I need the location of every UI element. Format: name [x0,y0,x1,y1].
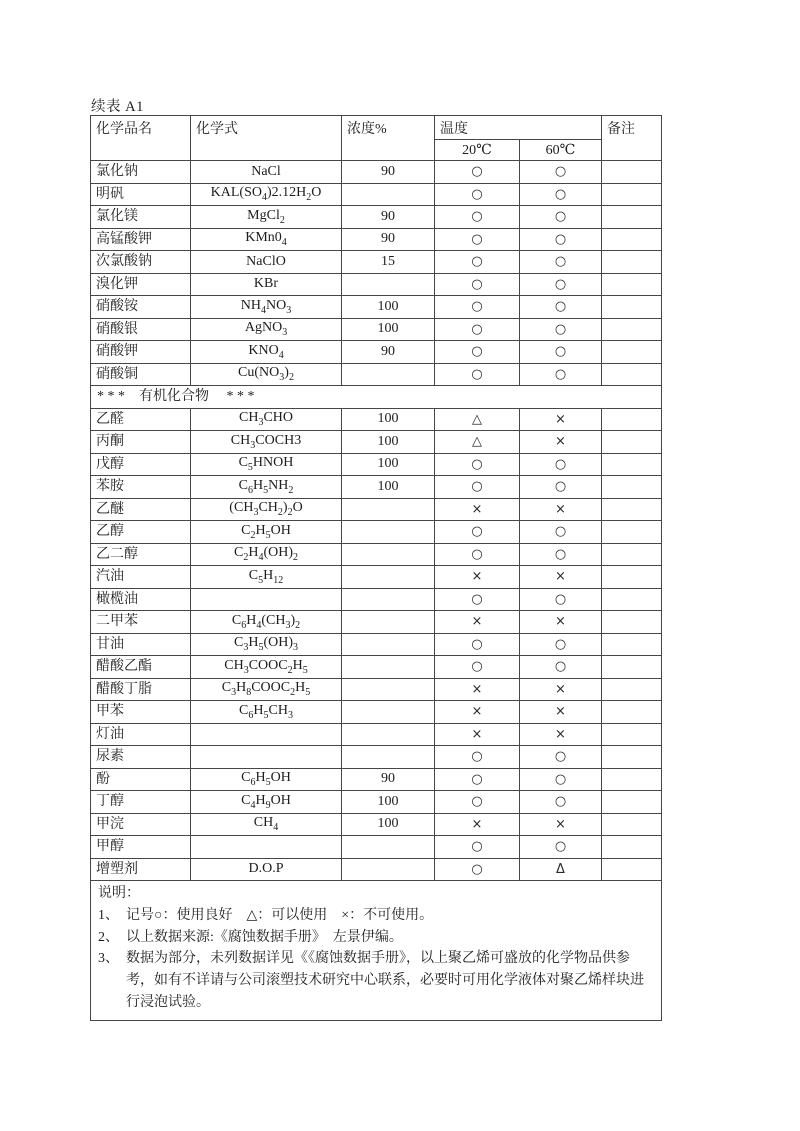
table-row [91,588,662,611]
concentration-cell: 100 [342,476,435,499]
table-row [91,678,662,701]
chemical-name-cell: 醋酸丁脂 [91,678,191,701]
chemical-formula-cell: $KNO_4$ [191,341,342,364]
chemical-name-cell: 乙二醇 [91,543,191,566]
table-row [91,566,662,589]
note-item-1 [98,905,653,927]
chemical-name-cell: 尿素 [91,746,191,769]
temp-20-rating: ○ [435,318,520,341]
chemical-formula-cell: $Cu(NO_3)_2$ [191,363,342,386]
remark-cell [602,521,662,544]
table-row [91,611,662,634]
chemical-name-cell: 醋酸乙酯 [91,656,191,679]
temp-20-rating: ○ [435,228,520,251]
concentration-cell [342,521,435,544]
chemical-formula-cell [191,723,342,746]
concentration-cell [342,678,435,701]
concentration-cell: 90 [342,341,435,364]
remark-cell [602,633,662,656]
table-row [91,161,662,184]
concentration-cell: 100 [342,408,435,431]
note-text: 记号○：使用良好 △：可以使用 ×：不可使用。 [126,907,434,923]
concentration-cell [342,611,435,634]
remark-cell [602,476,662,499]
concentration-cell [342,363,435,386]
remark-cell [602,791,662,814]
notes-row [91,881,662,1021]
table-row [91,183,662,206]
remark-cell [602,701,662,724]
concentration-cell [342,746,435,769]
concentration-cell: 90 [342,768,435,791]
concentration-cell: 100 [342,318,435,341]
chemical-formula-cell: $CH_4$ [191,813,342,836]
chemical-formula-cell: $C_3H_8COOC_2H_5$ [191,678,342,701]
remark-cell [602,363,662,386]
temp-60-rating: ○ [520,768,602,791]
temp-60-rating: × [520,498,602,521]
temp-60-rating: × [520,813,602,836]
temp-20-rating: ○ [435,251,520,274]
chemical-name-cell: 苯胺 [91,476,191,499]
temp-20-rating: ○ [435,836,520,859]
temp-60-rating: Δ [520,858,602,881]
chemical-name-cell: 氯化镁 [91,206,191,229]
concentration-cell: 100 [342,431,435,454]
table-row [91,746,662,769]
chemical-formula-cell: NaCl [191,161,342,184]
temp-60-rating: ○ [520,476,602,499]
chemical-name-cell: 甲醇 [91,836,191,859]
concentration-cell [342,836,435,859]
chemical-name-cell: 汽油 [91,566,191,589]
chemical-name-cell: 乙醚 [91,498,191,521]
temp-20-rating: × [435,701,520,724]
chemical-formula-cell: $CH_3COOC_2H_5$ [191,656,342,679]
chemical-name-cell: 氯化钠 [91,161,191,184]
concentration-cell: 90 [342,206,435,229]
note-item-2 [98,927,653,949]
chemical-name-cell: 高锰酸钾 [91,228,191,251]
temp-60-rating: × [520,701,602,724]
temp-20-rating: ○ [435,791,520,814]
chemical-formula-cell: MgCl$_2$ [191,206,342,229]
temp-20-rating: × [435,723,520,746]
concentration-cell [342,273,435,296]
remark-cell [602,296,662,319]
chemical-name-cell: 硝酸银 [91,318,191,341]
chemical-name-cell: 溴化钾 [91,273,191,296]
temp-20-rating: ○ [435,341,520,364]
temp-60-rating: ○ [520,273,602,296]
chemical-formula-cell: $C_2H_5OH$ [191,521,342,544]
temp-20-rating: ○ [435,363,520,386]
organic-rows-group [91,408,662,881]
remark-cell [602,206,662,229]
chemical-name-cell: 乙醇 [91,521,191,544]
chemical-formula-cell [191,588,342,611]
temp-20-rating: ○ [435,476,520,499]
concentration-cell [342,858,435,881]
temp-60-rating: ○ [520,746,602,769]
table-row [91,543,662,566]
temp-60-rating: ○ [520,363,602,386]
temp-60-rating: ○ [520,296,602,319]
temp-60-rating: × [520,408,602,431]
chemical-formula-cell: $C_6H_5NH_2$ [191,476,342,499]
table-row [91,521,662,544]
temp-20-rating: △ [435,408,520,431]
temp-60-rating: ○ [520,633,602,656]
concentration-cell [342,588,435,611]
chemical-formula-cell: $C_6H_5OH$ [191,768,342,791]
chemical-name-cell: 增塑剂 [91,858,191,881]
remark-cell [602,746,662,769]
chemical-name-cell: 灯油 [91,723,191,746]
temp-20-rating: ○ [435,453,520,476]
concentration-cell: 15 [342,251,435,274]
col-header-formula: 化学式 [191,116,342,161]
concentration-cell: 90 [342,161,435,184]
chemical-name-cell: 乙醛 [91,408,191,431]
chemical-name-cell: 硝酸铵 [91,296,191,319]
temp-60-rating: ○ [520,183,602,206]
concentration-cell: 100 [342,813,435,836]
notes-row-group [91,881,662,1021]
chemical-name-cell: 丁醇 [91,791,191,814]
temp-60-rating: ○ [520,318,602,341]
table-row [91,296,662,319]
table-row [91,318,662,341]
chemical-formula-cell [191,836,342,859]
chemical-formula-cell: $C_6H_4(CH_3)_2$ [191,611,342,634]
temp-60-rating: ○ [520,228,602,251]
col-header-20c: 20℃ [435,140,520,161]
chemical-name-cell: 甲苯 [91,701,191,724]
temp-60-rating: ○ [520,161,602,184]
temp-20-rating: ○ [435,633,520,656]
col-header-60c: 60℃ [520,140,602,161]
col-header-concentration: 浓度% [342,116,435,161]
concentration-cell: 100 [342,453,435,476]
concentration-cell [342,543,435,566]
concentration-cell [342,656,435,679]
chemical-name-cell: 硝酸铜 [91,363,191,386]
table-row [91,431,662,454]
temp-20-rating: × [435,611,520,634]
remark-cell [602,858,662,881]
concentration-cell [342,183,435,206]
section-header-row [91,386,662,409]
temp-20-rating: ○ [435,543,520,566]
remark-cell [602,588,662,611]
remark-cell [602,836,662,859]
chemical-formula-cell: $NH_4NO_3$ [191,296,342,319]
chemical-formula-cell: $C_5HNOH$ [191,453,342,476]
table-row [91,498,662,521]
concentration-cell: 100 [342,296,435,319]
table-row [91,791,662,814]
remark-cell [602,813,662,836]
temp-60-rating: × [520,723,602,746]
temp-60-rating: × [520,566,602,589]
temp-20-rating: ○ [435,768,520,791]
remark-cell [602,656,662,679]
chemical-formula-cell: $C_5H_{12}$ [191,566,342,589]
col-header-temperature: 温度 [435,116,602,140]
temp-60-rating: ○ [520,656,602,679]
temp-60-rating: ○ [520,836,602,859]
chemical-name-cell: 硝酸钾 [91,341,191,364]
temp-20-rating: ○ [435,746,520,769]
table-row [91,408,662,431]
chemical-name-cell: 丙酮 [91,431,191,454]
note-number: 3、 [98,951,119,967]
concentration-cell: 90 [342,228,435,251]
chemical-formula-cell: $C_6H_5CH_3$ [191,701,342,724]
table-row [91,251,662,274]
table-row [91,633,662,656]
remark-cell [602,543,662,566]
chemical-formula-cell: $(CH_3CH_2)_2O$ [191,498,342,521]
remark-cell [602,453,662,476]
note-number: 2、 [98,929,119,945]
temp-20-rating: ○ [435,656,520,679]
temp-60-rating: ○ [520,341,602,364]
concentration-cell [342,566,435,589]
chemical-formula-cell: $C_4H_9OH$ [191,791,342,814]
table-row [91,813,662,836]
table-row [91,273,662,296]
temp-20-rating: × [435,813,520,836]
remark-cell [602,161,662,184]
remark-cell [602,408,662,431]
temp-60-rating: ○ [520,251,602,274]
table-row [91,701,662,724]
table-row [91,453,662,476]
temp-20-rating: ○ [435,521,520,544]
chemical-name-cell: 戊醇 [91,453,191,476]
note-number: 1、 [98,907,119,923]
temp-60-rating: ○ [520,453,602,476]
concentration-cell [342,498,435,521]
note-text: 数据为部分，未列数据详见《《腐蚀数据手册》，以上聚乙烯可盛放的化学物品供参考，如有不详请与公司滚塑技术研究中心联系，必要时可用化学液体对聚乙烯样块进行浸泡试验。 [126,951,644,1010]
page-title: 续表 A1 [91,99,144,115]
note-item-3 [98,948,653,1013]
chemical-name-cell: 橄榄油 [91,588,191,611]
chemical-formula-cell: NaClO [191,251,342,274]
concentration-cell [342,723,435,746]
temp-20-rating: ○ [435,296,520,319]
temp-20-rating: ○ [435,273,520,296]
temp-20-rating: ○ [435,588,520,611]
temp-60-rating: ○ [520,206,602,229]
remark-cell [602,318,662,341]
table-row [91,723,662,746]
table-row [91,341,662,364]
concentration-cell [342,633,435,656]
remark-cell [602,498,662,521]
table-row [91,656,662,679]
chemical-formula-cell: $KMn0_4$ [191,228,342,251]
table-row [91,768,662,791]
chemical-formula-cell: $CH_3COCH3$ [191,431,342,454]
remark-cell [602,273,662,296]
remark-cell [602,183,662,206]
remark-cell [602,341,662,364]
chemical-formula-cell [191,746,342,769]
temp-20-rating: ○ [435,161,520,184]
notes-label: 说明： [98,886,140,901]
chemical-formula-cell: D.O.P [191,858,342,881]
temp-60-rating: × [520,611,602,634]
chemical-formula-cell: $CH_3CHO$ [191,408,342,431]
remark-cell [602,678,662,701]
concentration-cell [342,701,435,724]
table-row [91,476,662,499]
temp-20-rating: ○ [435,206,520,229]
chemical-name-cell: 次氯酸钠 [91,251,191,274]
concentration-cell: 100 [342,791,435,814]
remark-cell [602,768,662,791]
header-row-main [91,116,662,140]
remark-cell [602,611,662,634]
remark-cell [602,723,662,746]
chemical-formula-cell: $KAL(SO_4)2.12H_2O$ [191,183,342,206]
table-row [91,206,662,229]
table-row [91,836,662,859]
table-header [91,116,662,161]
temp-20-rating: △ [435,431,520,454]
chemical-name-cell: 甲浣 [91,813,191,836]
temp-20-rating: × [435,498,520,521]
col-header-chemical-name: 化学品名 [91,116,191,161]
table-row [91,858,662,881]
chemical-name-cell: 甘油 [91,633,191,656]
remark-cell [602,431,662,454]
note-text: 以上数据来源:《腐蚀数据手册》 左景伊编。 [126,929,403,945]
chemical-formula-cell: AgNO$_3$ [191,318,342,341]
temp-20-rating: ○ [435,183,520,206]
temp-60-rating: × [520,431,602,454]
temp-60-rating: ○ [520,521,602,544]
temp-20-rating: × [435,678,520,701]
temp-20-rating: × [435,566,520,589]
remark-cell [602,228,662,251]
table-row [91,363,662,386]
remark-cell [602,566,662,589]
remark-cell [602,251,662,274]
chemical-formula-cell: KBr [191,273,342,296]
section-row-group [91,386,662,409]
notes-cell [91,881,662,1021]
temp-20-rating: ○ [435,858,520,881]
temp-60-rating: ○ [520,543,602,566]
inorganic-rows-group [91,161,662,386]
chemical-resistance-table [90,115,662,1021]
temp-60-rating: ○ [520,791,602,814]
chemical-formula-cell: $C_2H_4(OH)_2$ [191,543,342,566]
temp-60-rating: × [520,678,602,701]
chemical-name-cell: 二甲苯 [91,611,191,634]
col-header-remarks: 备注 [602,116,662,161]
chemical-name-cell: 酚 [91,768,191,791]
table-row [91,228,662,251]
chemical-formula-cell: $C_3H_5(OH)_3$ [191,633,342,656]
temp-60-rating: ○ [520,588,602,611]
chemical-name-cell: 明矾 [91,183,191,206]
section-organic-label: * * * 有机化合物 * * * [91,386,662,409]
